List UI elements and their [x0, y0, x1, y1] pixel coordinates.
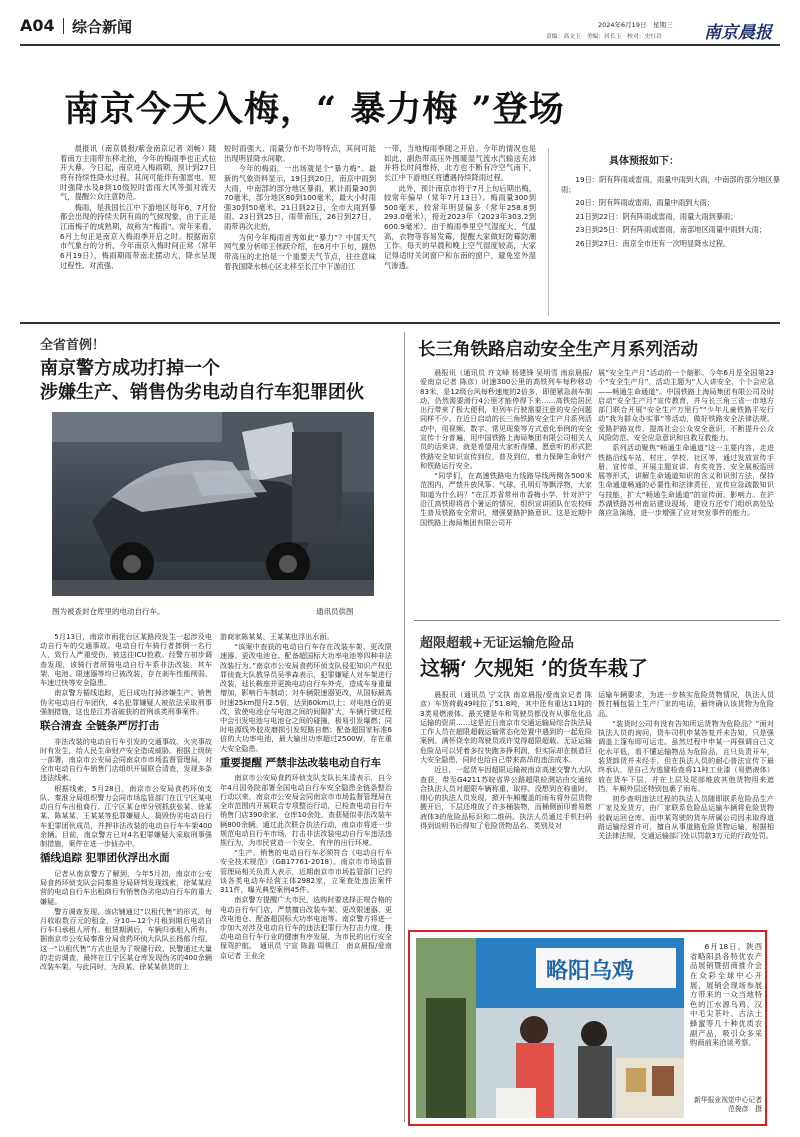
police-paragraph: 南京警方提醒广大市民，选购时要选择正规合格的电动自行车门店，严禁擅自改装车架、更改限速器、更改电池仓、配备超国标大功率电池等。南京警方将进一步加大对涉及电动自行车的违法犯罪行为打击力度，推动电动自行车行业的健康有序发展，为市民的出行安全保驾护航。 通讯员 宁宣 陈磊 周桃江 南京晨报/爱南京记者 王业全 — [220, 895, 392, 960]
truck-col-2 — [598, 690, 774, 842]
lead-paragraph: 梅雨，是我国长江中下游地区每年6、7月份都会出现的持续天阴有雨的气候现象，由于正是江南梅子的成熟期，故称为“梅雨”。常年来看，6月上旬正是南京入梅雨季开启之时。根据南京市气象台的分析，今年南京入梅时间正常（常年6月19日），梅雨期雨带南北摆动大，降水呈现过程性、对流强、 — [60, 202, 216, 270]
forecast-item: 26日到27日：南京全市还有一次明显降水过程。 — [575, 238, 731, 248]
section-rule — [20, 322, 780, 324]
police-col-2 — [220, 632, 392, 961]
truck-paragraph: 近日，一起货车因超限运输被南京高速交警九大队查获，带至G4211苏皖省界公路超限检测站由交通综合执法人员对超限车辆称重、取样。没想到在称重时，细心的执法人员发现，掀开车厢覆盖的雨布将外层货物搬开后，下层还堆放了许多桶装物，而桶侧面印着易燃液体3的危险品标识和二维码。执法人员通过手机扫码得到说明书后得知了危险货物品名、类别及对 — [420, 765, 592, 830]
editors: 责编：高文玉 美编：居长玉 校对：史红岩 — [546, 34, 662, 40]
page-number: A04 — [20, 16, 55, 35]
column-divider — [404, 332, 405, 1122]
issue-date: 2024年6月19日 星期三 — [598, 21, 673, 29]
police-photo-caption: 图为被查封仓库里的电动自行车。 — [52, 607, 165, 616]
truck-kicker: 超限超载+无证运输危险品 — [420, 636, 574, 651]
rail-paragraph: 晨报讯（通讯员 许文峰 杨建锋 吴明雪 南京晨报/爱南京记者 陈彦）时速300公里的高铁列车每秒移动83米，是12级台风每秒速度的2倍多，即便紧急刹车制动，仍然需要滑行4公里才能停得下来……高铁给居民出行带来了极大便利，但列车行驶需要注意的安全问题同样不少。在近日启动的长三角铁路安全生产月系列活动中，用视频、数字、常见现象等方式意化举例的安全宣传十分普遍，用中国铁路上海局集团有限公司相关人员的话来讲，就是希望用大家听得懂、愿意听的形式把铁路安全知识宣传到位，普及到位，着力保障生命财产和铁路运行安全。 — [420, 368, 592, 470]
police-paragraph: “生产、销售的电动自行车必须符合《电动自行车安全技术规范》（GB17761-2018）。南京市市场监督管理局相关负责人表示，近期南京市市场监管部门已约谈各类电动车经营主体2982家，立案查处违法案件311件，曝光典型案例45件。 — [220, 848, 392, 895]
police-subheading: 联合清查 全链条严厉打击 — [40, 719, 160, 732]
photo-news-box — [408, 930, 767, 1126]
photo-news-image — [416, 938, 684, 1118]
truck-paragraph: 初步查明违法过程的执法人员随即联系危险品生产厂家及发货方，由厂家联系危险品运输车辆将危险货物驳载运回仓库。而申某驾驶的货车所属公司因未取得道路运输经营许可，擅自从事道路危险货物运输，根据相关法律法规，交通运输部门处以罚款3万元的行政处罚。 — [598, 794, 774, 841]
lead-title: 南京今天入梅，“ 暴力梅 ”登场 — [64, 89, 565, 130]
forecast-box — [548, 148, 780, 316]
truck-paragraph: 运输车辆要求，为进一步核实危险货物情况，执法人员拨打桶包装上生产厂家的电话，最终确认该货物为危险品。 — [598, 690, 774, 718]
photo-news-text: 6月18日，陕西省略阳县各特优农产品展销暨招商推介会在众彩全球中心开展，展销会现场参展方带来的一众当地特色的江水源乌鸡、汉中毛尖茶叶、古法土蜂蜜等几十种优质农副产品，吸引众多采购商前来洽谈考察。 — [690, 942, 762, 1048]
rail-col-2 — [598, 368, 774, 519]
truck-title: 这辆‘ 欠规矩 ’的货车栽了 — [420, 656, 648, 680]
page-header — [0, 0, 800, 44]
banner-text: 略阳乌鸡 — [546, 959, 635, 984]
header-rule — [20, 44, 780, 46]
rail-col-1 — [420, 368, 592, 528]
police-paragraph: 5月13日，南京市雨花台区某路段发生一起涉及电动自行车的交通事故。电动自行车骑行者摔倒一名行人，致行人严重受伤，被送往ICU抢救。经警方初步调查发现，该骑行者所骑电动自行车系非法改装，其车架、电池、限速器等均已被改装，存在刹车性能削弱、车速过快等安全隐患。 — [40, 632, 212, 688]
rail-paragraph: 系列活动聚焦“畅通生命通道”这一主要内容，走进铁路沿线车站、村庄、学校、社区等，通过发放宣传手册、宣传单，开展主题宣讲、有奖竞答、安全展板巡回展等形式，讲解生命通道知识的含义和识别方法，保持生命通道畅通的必要性和法律责任，宣传应急疏散知识与技能，扩大“畅通生命通道”的宣传面、影响力。在沪苏湖铁路苏州南站建设现场，建设方还专门组织高处坠落应急演练，进一步增强了应对突发事件的能力。 — [598, 443, 774, 518]
police-col-1 — [40, 632, 212, 972]
exhibition-illustration — [416, 938, 684, 1118]
lead-paragraph: 此外，预计南京市将于7月上旬后期出梅，较常年偏早（常年7月13日）。梅雨量300到500毫米，较常年明显偏多（常年258.8到293.0毫米），接近2023年（2023年303.2到600.9毫米）。由于梅雨季里空气湿度大、气温高，衣物等容易发霉，提醒大家做好防霉防潮工作。每天的早晨和晚上空气湿度较高，大家记得适时关闭窗户和东南的窗户，避免室外湿气渗透。 — [384, 183, 536, 270]
lead-col-3 — [384, 144, 536, 271]
rail-paragraph: 展“安全生产月”活动的一个缩影。今年6月是全国第23个“安全生产月”，活动主题为“人人讲安全、个个会应急——畅通生命通道”。中国铁路上海局集团有限公司及时启动“安全生产月”宣传教育，并与长三角三省一市地方部门联合开展“安全生产万里行”“少年儿童铁路平安行动”我为群众办实事“等活动，做好铁路安全法律法规、爱路护路宣传，提高社会公众安全意识，不断提升公众风险防范、安全应急意识和自救互救能力。 — [598, 368, 774, 442]
police-photo-credit: 通讯员供图 — [316, 607, 354, 616]
section-rule — [414, 620, 780, 621]
lead-col-2 — [224, 144, 376, 272]
truck-col-1 — [420, 690, 592, 831]
police-paragraph: “该案中查获的电动自行车存在改装车架、更改限速器、更改电池仓、配备超国标大功率电池等四种非法改装行为。”南京市公安局食药环侦支队侵犯知识产权犯罪侦查大队教导员吴季森表示，犯罪嫌疑人对车架进行改装，延长鞍座并更换电动自行车外壳，造成车身重量增加，影响行车制动；对车辆限速器更改，从国标最高时速25km提升2.5倍，达到60km以上；对电池仓的更改，致使电池仓与电池之间的间隙扩大，车辆行驶过程中会引发电池与电池仓之间的碰撞，极易引发爆燃；同时电源线外胶皮磨损引发短路自燃；配备超国家标准6倍的大功率电池，最大输出功率超过2500W，存在重大安全隐患。 — [220, 642, 392, 753]
lead-col-1 — [60, 144, 216, 271]
lead-paragraph: 一带，当地梅雨季随之开启。今年的情况也是如此，副热带高压外围暖湿气流水汽输送充沛并将长时间维持，北方也不断有冷空气南下，长江中下游地区将遭遇持续降雨过程。 — [384, 144, 536, 182]
truck-paragraph: 晨报讯（通讯员 宁文执 南京晨报/爱南京记者 陈彦）车货荷载49吨拉了51.8吨，其中还有重达11吨的3类易燃液体。最关键是车和驾驶员都没有从事危化品运输的资质……这是近日南京市交通运输局综合执法局工作人员在超限超载运输常态化处置中遇到的一起危险案例。满怀侥幸的驾驶员或许觉得超限超载、无证运输危险品可以凭着多拉快跑多挣利润，但实际却在制造巨大安全隐患，同时也给自己带来高昂的违法成本。 — [420, 690, 592, 764]
forecast-item: 23日到25日：阴有阵雨或雷雨，南部地区雨量中雨到大雨； — [575, 225, 767, 234]
truck-paragraph: “装货时公司有没有告知所运货物为危险品？”面对执法人员的询问，货车司机申某答复并未告知，只是强调盖上篷布即可运走。虽然过程中申某一再强调自己文化水平低，看不懂运输物品为危险品，且只负责开车，装货卸货并未经手，但在执法人员的耐心普法宣传下最终承认，是自己为逃避检查将11吨工业漆（易燃液体）放在货车下层，并在上层及尾部堆放其他货物用来遮挡，车厢外层还特别包裹了雨布。 — [598, 718, 774, 793]
police-kicker: 全省首例！ — [40, 338, 106, 353]
scooter-illustration — [52, 412, 374, 596]
lead-paragraph: 为何今年梅雨首秀如此“暴力”？中国天气网气象分析师王伟跃介绍，在6月中下旬，副热带高压的北抬是一个重要天气节点，往往意味着我国降水核心区北移至长江中下游沿江 — [224, 232, 376, 271]
police-paragraph: 记者从南京警方了解到，今年5月初，南京市公安局食药环侦支队会同秦淮分局研判发现线索，徐某某经营的电动自行车出租商行有销售伪劣电动自行车的重大嫌疑。 — [40, 868, 212, 906]
police-paragraph: 根据线索，5月28日，南京市公安局食药环侦支队、秦淮分局组织警力会同市场监管部门在江宁区某电动自行车出租商行、江宁区某仓库分别抓获张某、徐某某、陈某某、王某某等犯罪嫌疑人，捣毁伪劣电动自行车犯罪团伙成员，并押非法改装的电动自行车车架400余辆。目前，南京警方已对4名犯罪嫌疑人采取刑事强制措施，案件在进一步侦办中。 — [40, 783, 212, 849]
police-paragraph: 警方调查发现，该店铺通过“以租代售”的形式，每月收取数百元的租金，分10—12个月租到期后电动自行车归承租人所有。租赁期满后，车辆归承租人所有。据南京市公安局秦淮分局食药环侦大队队长杨郁介绍，这一“以租代售”方式也是为了规避行政、民警通过大量的走访调查，最终在江宁区某仓库发现伪劣的400余辆改装车架。与此同时，为段某、徐某某供货的上 — [40, 906, 212, 972]
forecast-item: 19日：阴有阵雨或雷雨，雨量中雨到大雨，中南部的部分地区暴雨； — [561, 175, 780, 194]
police-paragraph: 游商家陈某某、王某某也浮出水面。 — [220, 632, 334, 641]
photo-news-caption — [690, 942, 762, 1049]
forecast-item: 21日到22日：阴有阵雨或雷雨，雨量大雨到暴雨； — [575, 211, 738, 221]
police-paragraph: 南京市公安局食药环侦支队支队长朱清表示，自今年4月国务院部署全国电动自行车安全隐患全链条整治行动以来，南京市公安局会同南京市市场监督管理局在全市范围内开展联合专项整治行动，已检查电动自行车销售门店390余家，仓库10余处，查获疑似非法改装车辆800余辆。通过此次联合执法行动，南京市将进一步规范电动自行车市场，打击非法改装电动自行车违法违规行为，为市民营造一个安全、有序的出行环境。 — [220, 773, 392, 848]
section-name: 综合新闻 — [72, 18, 133, 36]
lead-paragraph: 短时雨强大、雨量分布不均等特点，其间可能出现明显降水间歇。 — [224, 144, 376, 163]
forecast-item: 20日：阴有阵雨或雷雨，雨量中雨到大雨； — [575, 198, 714, 207]
police-paragraph: 非法改装的电动自行车引发的交通事故、火灾事故时有发生，给人民生命财产安全造成威胁。根据上级统一部署，南京市公安局会同南京市市场监督管理局，对全市电动自行车销售门店组织开展联合清查，发现多条违法线索。 — [40, 736, 212, 783]
photo-news-credit: 新华报业视觉中心记者 范俊彦 摄 — [694, 1096, 769, 1113]
forecast-title: 具体预报如下： — [609, 156, 679, 167]
rail-title: 长三角铁路启动安全生产月系列活动 — [418, 340, 698, 360]
police-subheading: 循线追踪 犯罪团伙浮出水面 — [40, 852, 170, 865]
rail-paragraph: “同学们，在高速铁路电力线路导线两侧各500米范围内，严禁升放风筝、气球、孔明灯等飘浮物，大家知道为什么吗？”在江苏省常州市香梅小学，针对沪宁沿江高铁即将首个暑运的情况，组织宣讲团队在农校师生普及铁路安全常识，增强要路护路意识。这是近期中国铁路上海局集团有限公司开 — [420, 471, 592, 527]
lead-paragraph: 晨报讯（南京晨报/紫金南京记者 刘畅）随着南方主雨带东移北抬，今年的梅雨季也正式拉开大幕。今日起，南京进入梅雨期，预计到27日将有持续性降水过程，其间可能伴有强雷电、短时强降水及8到10级短时雷雨大风等强对流天气，提醒公众注意防范。 — [60, 144, 216, 202]
newspaper-logo: 南京晨报 — [704, 23, 772, 43]
police-photo — [52, 412, 374, 596]
police-title-line1: 南京警方成功打掉一个 — [40, 358, 220, 379]
lead-paragraph: 今年的梅雨，一出场就是个“暴力梅”。最新的气象资料显示，19日到20日，南京中雨到大雨，中南部的部分地区暴雨，累计雨量30到70毫米，部分地区80到100毫米，最大小时雨强30到50毫米。21日到22日，全市大雨到暴雨。23日到25日，雨带南压，26日到27日，雨带再次北抬。 — [224, 164, 376, 231]
header-divider — [63, 18, 64, 34]
police-subheading: 重要提醒 严禁非法改装电动自行车 — [220, 756, 382, 769]
police-title-line2: 涉嫌生产、销售伪劣电动自行车犯罪团伙 — [40, 382, 364, 403]
police-paragraph: 南京警方循线追踪，近日成功打掉涉嫌生产、销售伪劣电动自行车团伙，4名犯罪嫌疑人被依法采取刑事强制措施，这也是江苏省破获的首例该类刑事案件。 — [40, 688, 212, 716]
